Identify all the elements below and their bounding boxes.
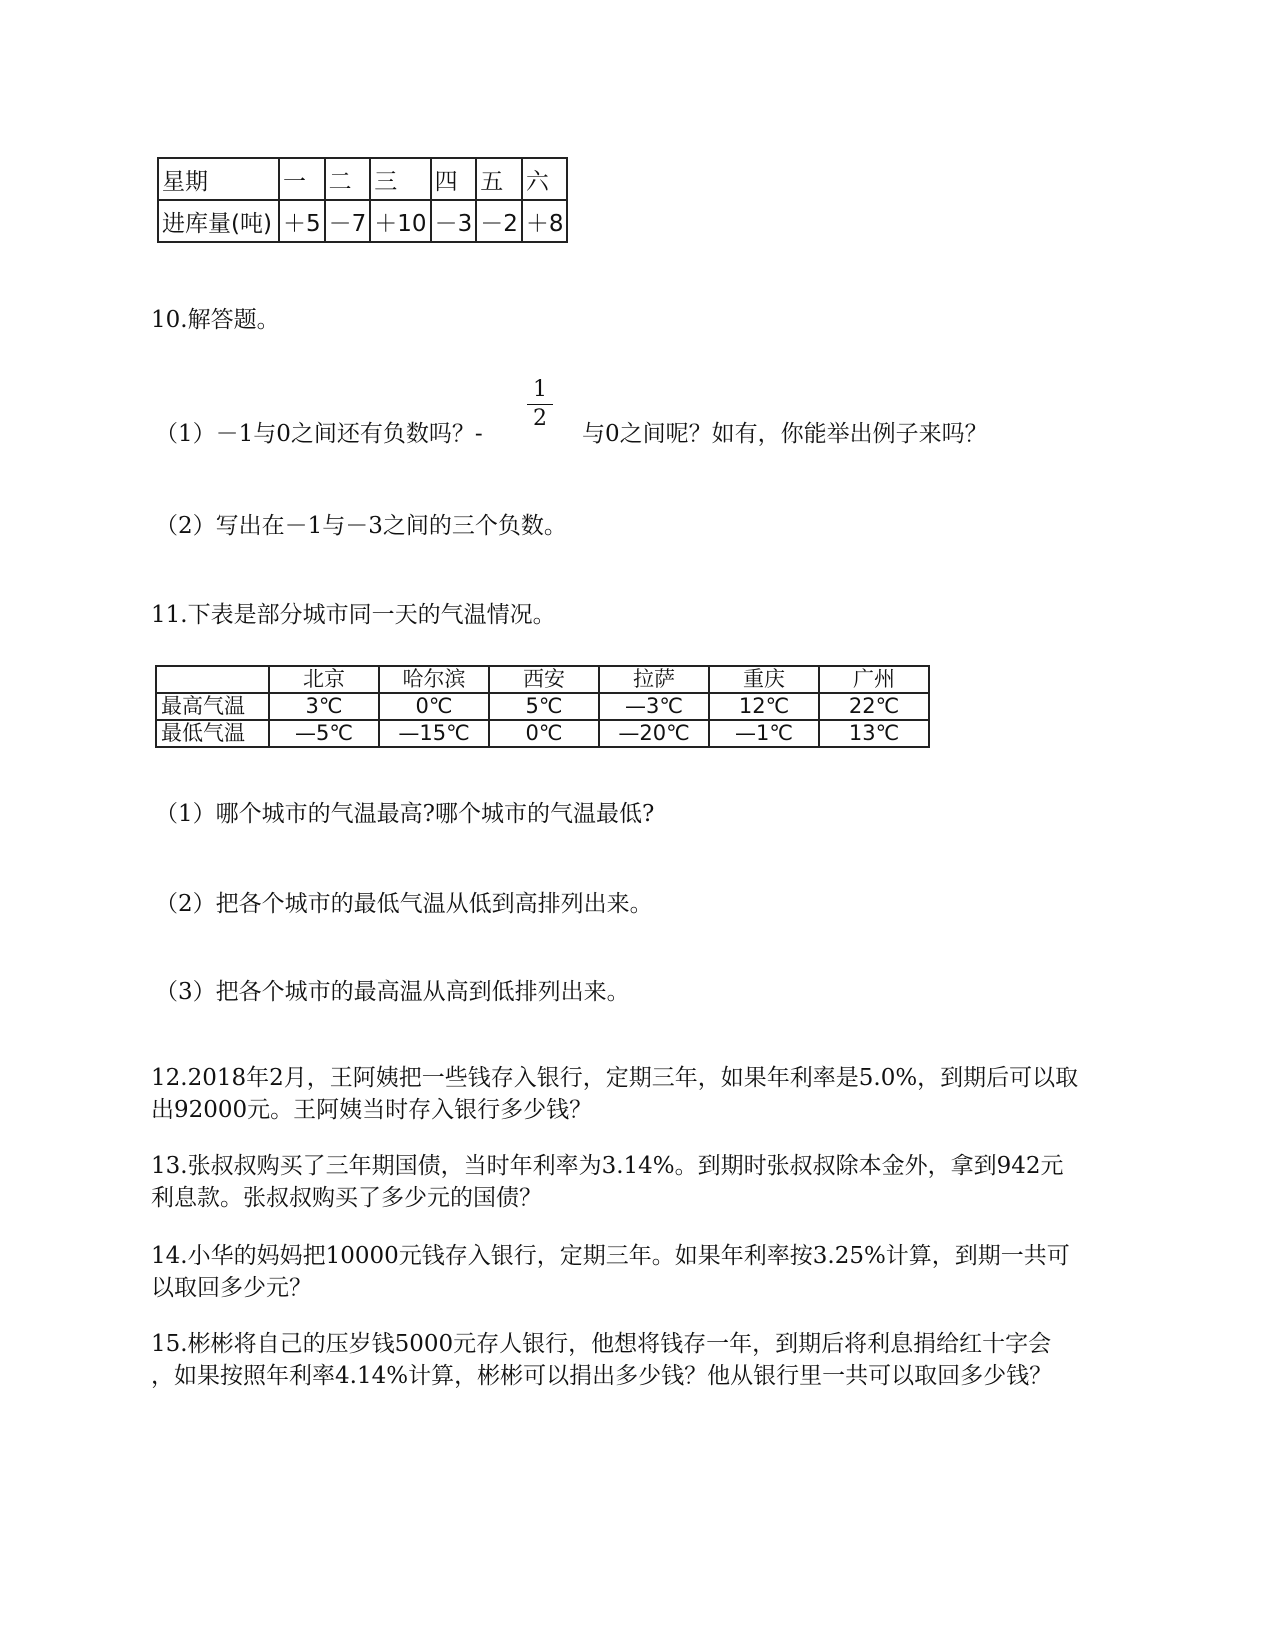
table-header-cell: 拉萨 bbox=[599, 666, 709, 693]
question-10-part-2: （2）写出在－1与－3之间的三个负数。 bbox=[155, 513, 567, 539]
table-cell: －3 bbox=[431, 200, 477, 242]
table-header-cell bbox=[156, 666, 269, 693]
question-15-line-1: 15.彬彬将自己的压岁钱5000元存人银行，他想将钱存一年，到期后将利息捐给红十字会 bbox=[151, 1331, 1052, 1357]
table-header-cell: 哈尔滨 bbox=[379, 666, 489, 693]
table-cell: ＋5 bbox=[279, 200, 325, 242]
question-11-part-2: （2）把各个城市的最低气温从低到高排列出来。 bbox=[155, 891, 653, 917]
table-row bbox=[156, 666, 929, 693]
table-cell: 二 bbox=[325, 158, 371, 200]
table-row bbox=[158, 200, 567, 242]
question-11-part-3: （3）把各个城市的最高温从高到低排列出来。 bbox=[155, 979, 630, 1005]
city-temperature-table bbox=[155, 665, 930, 748]
table-row bbox=[156, 693, 929, 720]
fraction-denominator: 2 bbox=[533, 406, 547, 431]
table-row-label: 最低气温 bbox=[156, 720, 269, 747]
table-cell: —20℃ bbox=[599, 720, 709, 747]
question-10-part-1-before: （1）－1与0之间还有负数吗？- bbox=[155, 421, 483, 447]
fraction-bar bbox=[527, 404, 553, 405]
table-cell: 12℃ bbox=[709, 693, 819, 720]
table-cell: 三 bbox=[370, 158, 430, 200]
warehouse-intake-table bbox=[157, 157, 568, 243]
table-cell: 四 bbox=[431, 158, 477, 200]
table-cell: —1℃ bbox=[709, 720, 819, 747]
table-header-cell: 西安 bbox=[489, 666, 599, 693]
table-cell: 六 bbox=[522, 158, 568, 200]
table-cell: 五 bbox=[476, 158, 522, 200]
question-14-line-1: 14.小华的妈妈把10000元钱存入银行，定期三年。如果年利率按3.25%计算，到期一共可 bbox=[151, 1243, 1070, 1269]
table-cell: 0℃ bbox=[379, 693, 489, 720]
table-cell: —15℃ bbox=[379, 720, 489, 747]
table-cell: —5℃ bbox=[269, 720, 379, 747]
question-11-title: 11.下表是部分城市同一天的气温情况。 bbox=[151, 602, 556, 628]
question-12-line-2: 出92000元。王阿姨当时存入银行多少钱？ bbox=[151, 1097, 593, 1123]
table-cell: ＋10 bbox=[370, 200, 430, 242]
table-cell: ＋8 bbox=[522, 200, 568, 242]
question-11-part-1: （1）哪个城市的气温最高?哪个城市的气温最低? bbox=[155, 801, 655, 827]
table-cell: 22℃ bbox=[819, 693, 929, 720]
fraction-numerator: 1 bbox=[533, 377, 547, 402]
question-13-line-2: 利息款。张叔叔购买了多少元的国债？ bbox=[151, 1185, 542, 1211]
question-10-title: 10.解答题。 bbox=[151, 307, 280, 333]
question-13-line-1: 13.张叔叔购买了三年期国债，当时年利率为3.14%。到期时张叔叔除本金外，拿到942元 bbox=[151, 1153, 1064, 1179]
fraction-one-half bbox=[527, 378, 553, 431]
table-cell: 进库量(吨) bbox=[158, 200, 279, 242]
table-row bbox=[158, 158, 567, 200]
question-15-line-2: ，如果按照年利率4.14%计算，彬彬可以捐出多少钱？他从银行里一共可以取回多少钱？ bbox=[151, 1363, 1053, 1389]
question-12-line-1: 12.2018年2月，王阿姨把一些钱存入银行，定期三年，如果年利率是5.0%，到期后可以取 bbox=[151, 1065, 1079, 1091]
table-row-label: 最高气温 bbox=[156, 693, 269, 720]
table-header-cell: 北京 bbox=[269, 666, 379, 693]
table-header-cell: 重庆 bbox=[709, 666, 819, 693]
table-cell: 一 bbox=[279, 158, 325, 200]
table-cell: —3℃ bbox=[599, 693, 709, 720]
table-row bbox=[156, 720, 929, 747]
table-cell: 0℃ bbox=[489, 720, 599, 747]
table-cell: 星期 bbox=[158, 158, 279, 200]
table-cell: －7 bbox=[325, 200, 371, 242]
table-cell: 13℃ bbox=[819, 720, 929, 747]
table-cell: －2 bbox=[476, 200, 522, 242]
question-10-part-1-after: 与0之间呢？如有，你能举出例子来吗？ bbox=[582, 421, 988, 447]
table-cell: 3℃ bbox=[269, 693, 379, 720]
question-14-line-2: 以取回多少元？ bbox=[151, 1275, 312, 1301]
table-cell: 5℃ bbox=[489, 693, 599, 720]
table-header-cell: 广州 bbox=[819, 666, 929, 693]
